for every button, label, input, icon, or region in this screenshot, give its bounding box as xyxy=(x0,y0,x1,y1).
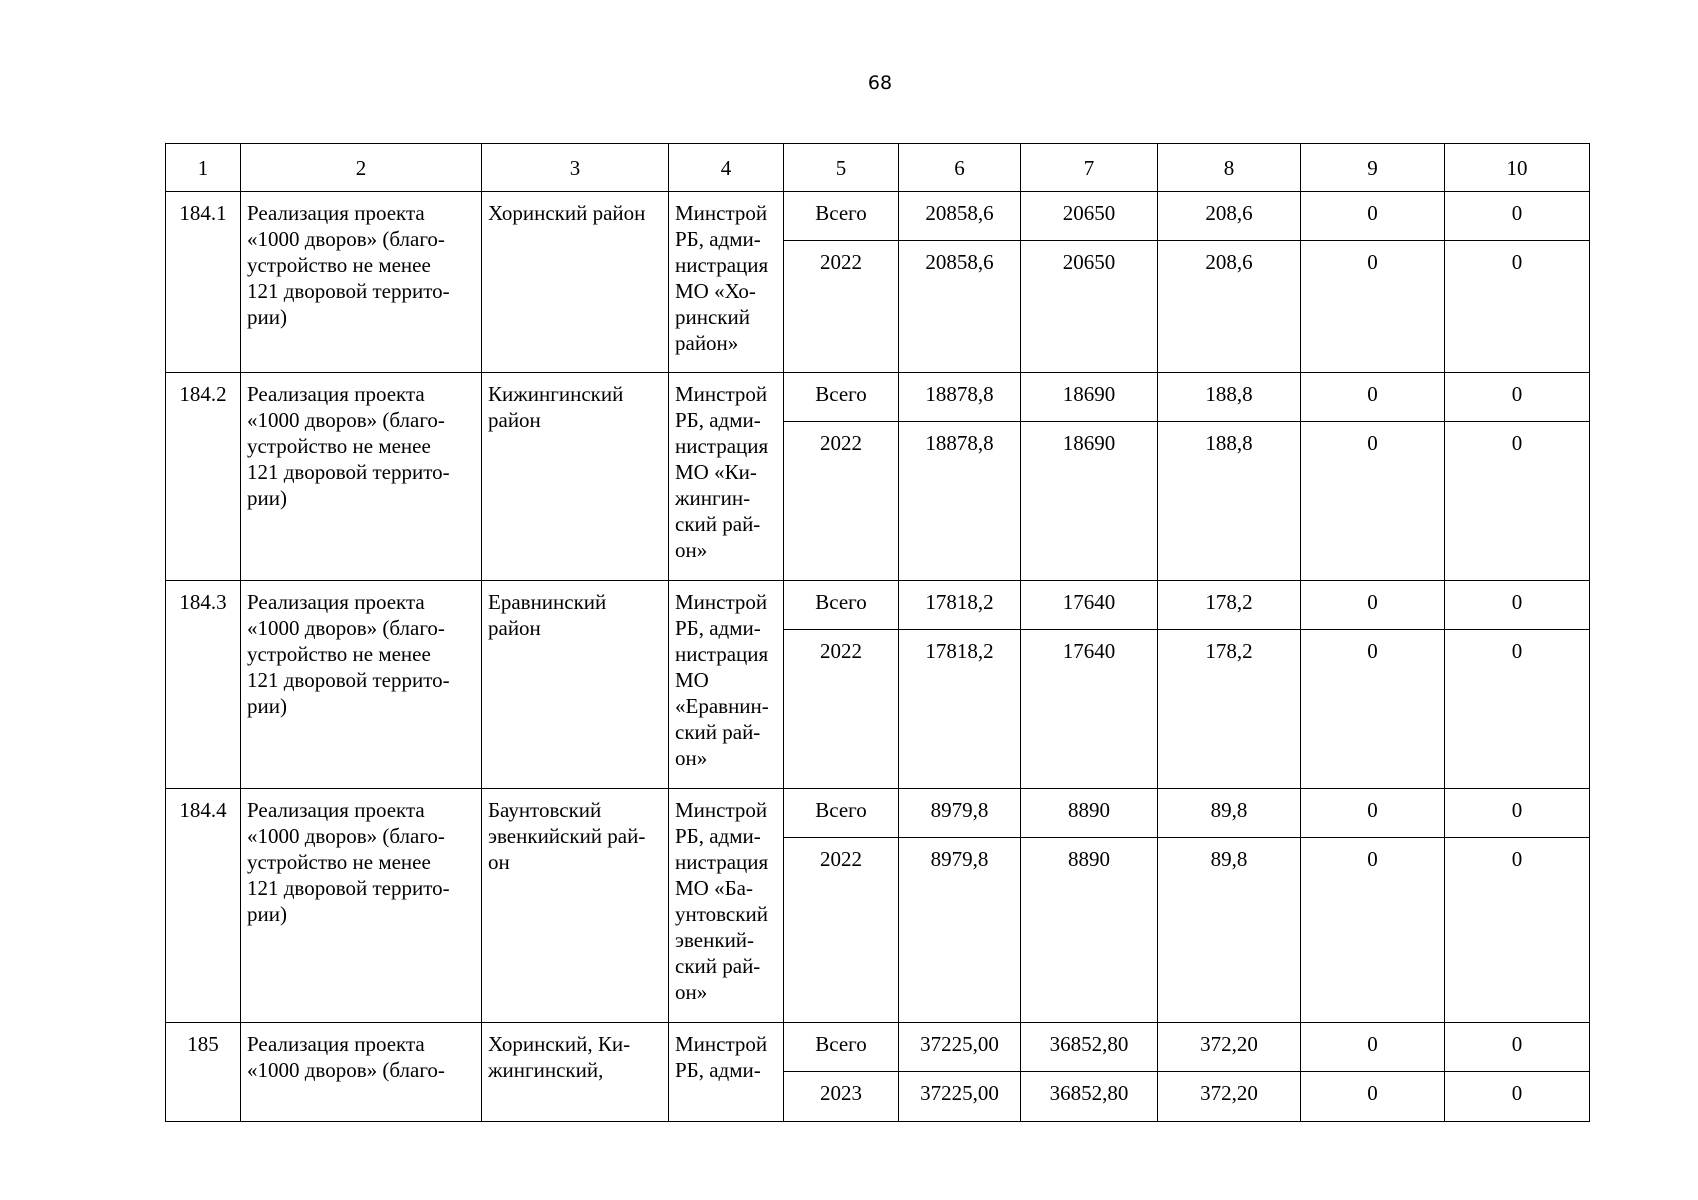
cell-c10 xyxy=(1445,241,1590,373)
cell-period-text: 2022 xyxy=(820,250,862,274)
row-number-text: 184.4 xyxy=(179,798,227,822)
column-header: 1 xyxy=(166,144,241,192)
cell-c9 xyxy=(1301,422,1445,581)
cell-period-text: 2022 xyxy=(820,639,862,663)
cell-c8-text: 372,20 xyxy=(1200,1081,1258,1105)
cell-c7 xyxy=(1021,241,1158,373)
cell-c6 xyxy=(899,241,1021,373)
territory xyxy=(482,1023,669,1122)
cell-period xyxy=(784,789,899,838)
column-header: 6 xyxy=(899,144,1021,192)
cell-c7-text: 17640 xyxy=(1062,590,1116,614)
executor xyxy=(669,192,784,373)
cell-period-text: Всего xyxy=(815,382,867,406)
table-row xyxy=(166,581,1590,630)
cell-period-text: 2022 xyxy=(820,431,862,455)
cell-c10-text: 0 xyxy=(1511,1081,1523,1105)
cell-c7-text: 8890 xyxy=(1068,847,1110,871)
row-number-text: 185 xyxy=(187,1032,219,1056)
executor xyxy=(669,373,784,581)
cell-c9 xyxy=(1301,838,1445,1023)
column-header: 7 xyxy=(1021,144,1158,192)
cell-c8-text: 372,20 xyxy=(1200,1032,1258,1056)
territory-text: Хоринский район xyxy=(488,201,646,225)
cell-c10-text: 0 xyxy=(1511,431,1523,455)
cell-c9 xyxy=(1301,241,1445,373)
cell-c6-text: 20858,6 xyxy=(925,250,994,274)
activity-name xyxy=(241,373,482,581)
column-header: 4 xyxy=(669,144,784,192)
cell-c10 xyxy=(1445,1072,1590,1122)
table-header-row xyxy=(166,144,1590,192)
cell-c6-text: 17818,2 xyxy=(925,590,994,614)
cell-period xyxy=(784,192,899,241)
cell-c7 xyxy=(1021,422,1158,581)
cell-c9 xyxy=(1301,192,1445,241)
cell-c6-text: 18878,8 xyxy=(925,431,994,455)
cell-c7 xyxy=(1021,192,1158,241)
executor-text: Минстрой РБ, адми- нистрация МО «Ба- унтовский эвенкий- ский рай- он» xyxy=(675,798,769,1004)
data-table xyxy=(165,143,1590,1122)
cell-c7 xyxy=(1021,581,1158,630)
territory-text: Баунтовский эвенкийский рай- он xyxy=(488,798,646,874)
column-header: 5 xyxy=(784,144,899,192)
activity-name xyxy=(241,789,482,1023)
cell-c8 xyxy=(1158,581,1301,630)
cell-c7-text: 8890 xyxy=(1068,798,1110,822)
cell-c6 xyxy=(899,838,1021,1023)
cell-c6 xyxy=(899,630,1021,789)
activity-name-text: Реализация проекта «1000 дворов» (благо- xyxy=(247,1032,445,1082)
table-row xyxy=(166,373,1590,422)
territory xyxy=(482,192,669,373)
cell-c7-text: 18690 xyxy=(1062,431,1116,455)
column-header: 2 xyxy=(241,144,482,192)
cell-c10-text: 0 xyxy=(1511,847,1523,871)
row-number xyxy=(166,192,241,373)
cell-c8-text: 188,8 xyxy=(1205,382,1253,406)
cell-c9-text: 0 xyxy=(1367,201,1378,225)
activity-name xyxy=(241,581,482,789)
executor xyxy=(669,789,784,1023)
cell-c7-text: 18690 xyxy=(1062,382,1116,406)
cell-c8 xyxy=(1158,789,1301,838)
cell-c9-text: 0 xyxy=(1367,382,1378,406)
cell-c8 xyxy=(1158,1072,1301,1122)
cell-c7 xyxy=(1021,1023,1158,1072)
cell-c6 xyxy=(899,192,1021,241)
cell-c9-text: 0 xyxy=(1367,1032,1378,1056)
cell-c10 xyxy=(1445,422,1590,581)
row-number xyxy=(166,581,241,789)
executor xyxy=(669,1023,784,1122)
cell-c6 xyxy=(899,789,1021,838)
cell-c9-text: 0 xyxy=(1367,639,1378,663)
cell-period-text: Всего xyxy=(815,201,867,225)
cell-c6-text: 8979,8 xyxy=(930,847,989,871)
cell-period-text: Всего xyxy=(815,590,867,614)
cell-c10 xyxy=(1445,789,1590,838)
cell-c10 xyxy=(1445,373,1590,422)
cell-period xyxy=(784,241,899,373)
executor-text: Минстрой РБ, адми- нистрация МО «Хо- ринский район» xyxy=(675,201,769,355)
cell-c8-text: 89,8 xyxy=(1210,798,1248,822)
cell-c8-text: 208,6 xyxy=(1205,250,1253,274)
cell-c7 xyxy=(1021,838,1158,1023)
cell-period-text: Всего xyxy=(815,798,867,822)
cell-c10-text: 0 xyxy=(1511,382,1523,406)
cell-c8 xyxy=(1158,1023,1301,1072)
cell-c8 xyxy=(1158,422,1301,581)
cell-c8 xyxy=(1158,373,1301,422)
cell-c7-text: 20650 xyxy=(1062,250,1116,274)
cell-c7-text: 17640 xyxy=(1062,639,1116,663)
cell-c8-text: 188,8 xyxy=(1205,431,1253,455)
cell-c6-text: 17818,2 xyxy=(925,639,994,663)
cell-period xyxy=(784,373,899,422)
activity-name xyxy=(241,1023,482,1122)
cell-c7-text: 36852,80 xyxy=(1049,1032,1129,1056)
table-row xyxy=(166,1023,1590,1072)
row-number-text: 184.1 xyxy=(179,201,227,225)
cell-c6-text: 8979,8 xyxy=(930,798,989,822)
executor-text: Минстрой РБ, адми- нистрация МО «Ки- жингин- ский рай- он» xyxy=(675,382,769,562)
cell-c8-text: 208,6 xyxy=(1205,201,1253,225)
cell-c9-text: 0 xyxy=(1367,1081,1378,1105)
cell-c6-text: 18878,8 xyxy=(925,382,994,406)
executor-text: Минстрой РБ, адми- xyxy=(675,1032,768,1082)
cell-period xyxy=(784,630,899,789)
cell-c9 xyxy=(1301,1072,1445,1122)
cell-period xyxy=(784,1072,899,1122)
cell-c9 xyxy=(1301,789,1445,838)
cell-c8 xyxy=(1158,630,1301,789)
cell-c6-text: 37225,00 xyxy=(920,1081,999,1105)
cell-period xyxy=(784,1023,899,1072)
cell-c9-text: 0 xyxy=(1367,590,1378,614)
cell-c7 xyxy=(1021,373,1158,422)
cell-c9 xyxy=(1301,581,1445,630)
cell-c6 xyxy=(899,373,1021,422)
cell-c7-text: 36852,80 xyxy=(1049,1081,1129,1105)
territory xyxy=(482,581,669,789)
activity-name-text: Реализация проекта «1000 дворов» (благо- устройство не менее 121 дворовой террито- рии) xyxy=(247,382,450,510)
cell-c10 xyxy=(1445,838,1590,1023)
cell-c6-text: 37225,00 xyxy=(920,1032,999,1056)
cell-c9-text: 0 xyxy=(1367,250,1378,274)
cell-period-text: 2023 xyxy=(820,1081,862,1105)
cell-c10-text: 0 xyxy=(1511,590,1523,614)
cell-c6-text: 20858,6 xyxy=(925,201,994,225)
executor-text: Минстрой РБ, адми- нистрация МО «Еравнин- ский рай- он» xyxy=(675,590,769,770)
row-number xyxy=(166,1023,241,1122)
activity-name xyxy=(241,192,482,373)
cell-c10-text: 0 xyxy=(1511,1032,1523,1056)
cell-c10-text: 0 xyxy=(1511,798,1523,822)
cell-c6 xyxy=(899,1072,1021,1122)
cell-c9 xyxy=(1301,1023,1445,1072)
cell-c9-text: 0 xyxy=(1367,431,1378,455)
row-number-text: 184.3 xyxy=(179,590,227,614)
cell-c10-text: 0 xyxy=(1511,639,1523,663)
cell-c10 xyxy=(1445,1023,1590,1072)
cell-c9 xyxy=(1301,630,1445,789)
table-row xyxy=(166,789,1590,838)
activity-name-text: Реализация проекта «1000 дворов» (благо- устройство не менее 121 дворовой террито- рии) xyxy=(247,590,450,718)
cell-c9-text: 0 xyxy=(1367,798,1378,822)
cell-c7-text: 20650 xyxy=(1062,201,1116,225)
row-number xyxy=(166,373,241,581)
cell-c9-text: 0 xyxy=(1367,847,1378,871)
column-header: 3 xyxy=(482,144,669,192)
cell-period xyxy=(784,422,899,581)
cell-c9 xyxy=(1301,373,1445,422)
cell-c8 xyxy=(1158,241,1301,373)
page-number: 68 xyxy=(867,72,893,94)
cell-c8 xyxy=(1158,838,1301,1023)
cell-c6 xyxy=(899,422,1021,581)
territory-text: Еравнинский район xyxy=(488,590,607,640)
column-header: 9 xyxy=(1301,144,1445,192)
activity-name-text: Реализация проекта «1000 дворов» (благо- устройство не менее 121 дворовой террито- рии) xyxy=(247,201,450,329)
territory-text: Кижингинский район xyxy=(488,382,624,432)
executor xyxy=(669,581,784,789)
cell-c10 xyxy=(1445,192,1590,241)
cell-c10 xyxy=(1445,630,1590,789)
cell-c8-text: 89,8 xyxy=(1210,847,1248,871)
column-header: 8 xyxy=(1158,144,1301,192)
territory xyxy=(482,789,669,1023)
cell-c8-text: 178,2 xyxy=(1205,639,1253,663)
cell-c10 xyxy=(1445,581,1590,630)
cell-period-text: Всего xyxy=(815,1032,867,1056)
cell-c10-text: 0 xyxy=(1511,201,1523,225)
cell-c7 xyxy=(1021,1072,1158,1122)
column-header: 10 xyxy=(1445,144,1590,192)
territory xyxy=(482,373,669,581)
cell-c7 xyxy=(1021,630,1158,789)
cell-c7 xyxy=(1021,789,1158,838)
activity-name-text: Реализация проекта «1000 дворов» (благо- устройство не менее 121 дворовой террито- рии) xyxy=(247,798,450,926)
territory-text: Хоринский, Ки- жингинский, xyxy=(488,1032,631,1082)
row-number xyxy=(166,789,241,1023)
cell-period xyxy=(784,581,899,630)
cell-c6 xyxy=(899,1023,1021,1072)
cell-c10-text: 0 xyxy=(1511,250,1523,274)
cell-period xyxy=(784,838,899,1023)
row-number-text: 184.2 xyxy=(179,382,227,406)
cell-c8-text: 178,2 xyxy=(1205,590,1253,614)
cell-c8 xyxy=(1158,192,1301,241)
cell-c6 xyxy=(899,581,1021,630)
cell-period-text: 2022 xyxy=(820,847,862,871)
table-row xyxy=(166,192,1590,241)
